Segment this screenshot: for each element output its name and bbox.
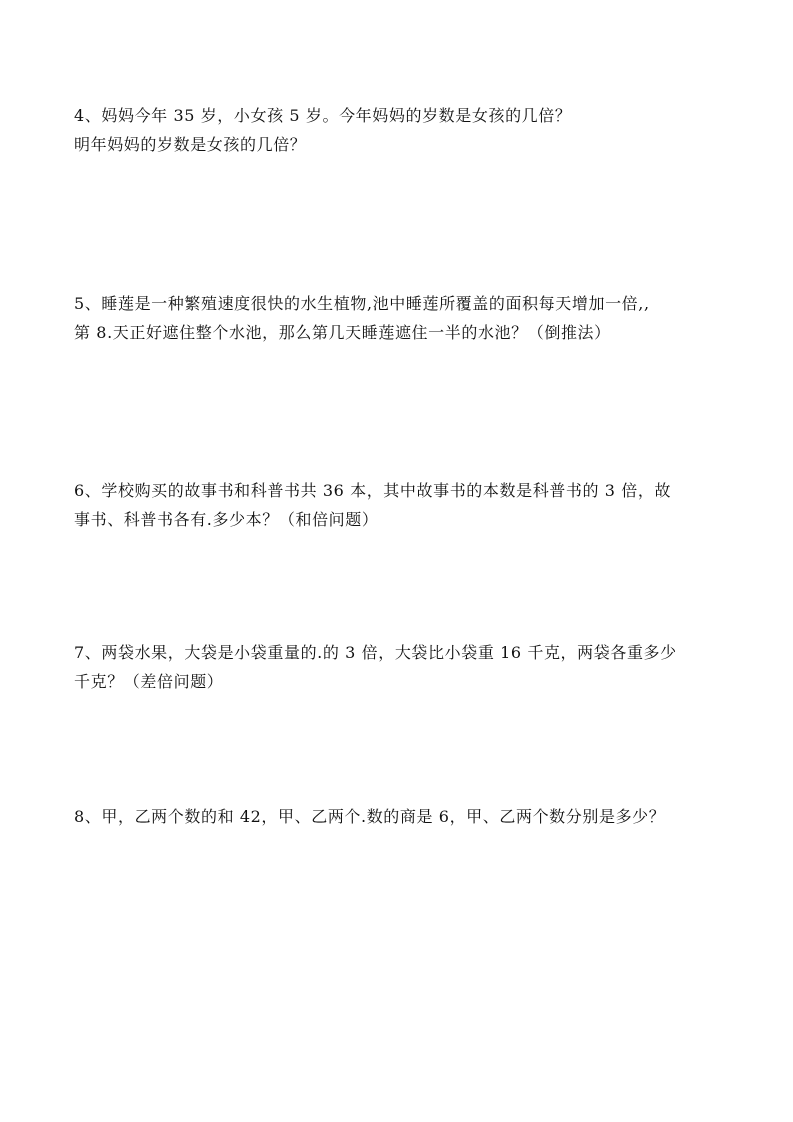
problem-4-line-1: 4、妈妈今年 35 岁，小女孩 5 岁。今年妈妈的岁数是女孩的几倍？ <box>74 106 572 125</box>
problem-6 <box>74 476 734 534</box>
problem-8-line-1: 8、甲，乙两个数的和 42，甲、乙两个.数的商是 6，甲、乙两个数分别是多少？ <box>74 807 666 826</box>
problem-8 <box>74 802 734 831</box>
problem-7 <box>74 638 734 696</box>
problem-4 <box>74 101 734 159</box>
problem-4-line-2: 明年妈妈的岁数是女孩的几倍？ <box>74 135 307 154</box>
problem-7-line-1: 7、两袋水果，大袋是小袋重量的.的 3 倍，大袋比小袋重 16 千克，两袋各重多少 <box>74 643 677 662</box>
problem-6-line-1: 6、学校购买的故事书和科普书共 36 本，其中故事书的本数是科普书的 3 倍，故 <box>74 481 672 500</box>
problem-5-line-1: 5、睡莲是一种繁殖速度很快的水生植物,池中睡莲所覆盖的面积每天增加一倍,, <box>74 294 650 313</box>
problem-6-line-2: 事书、科普书各有.多少本？（和倍问题） <box>74 510 379 529</box>
problem-7-line-2: 千克？（差倍问题） <box>74 672 224 691</box>
problem-5 <box>74 289 734 347</box>
problem-5-line-2: 第 8.天正好遮住整个水池，那么第几天睡莲遮住一半的水池？（倒推法） <box>74 323 611 342</box>
